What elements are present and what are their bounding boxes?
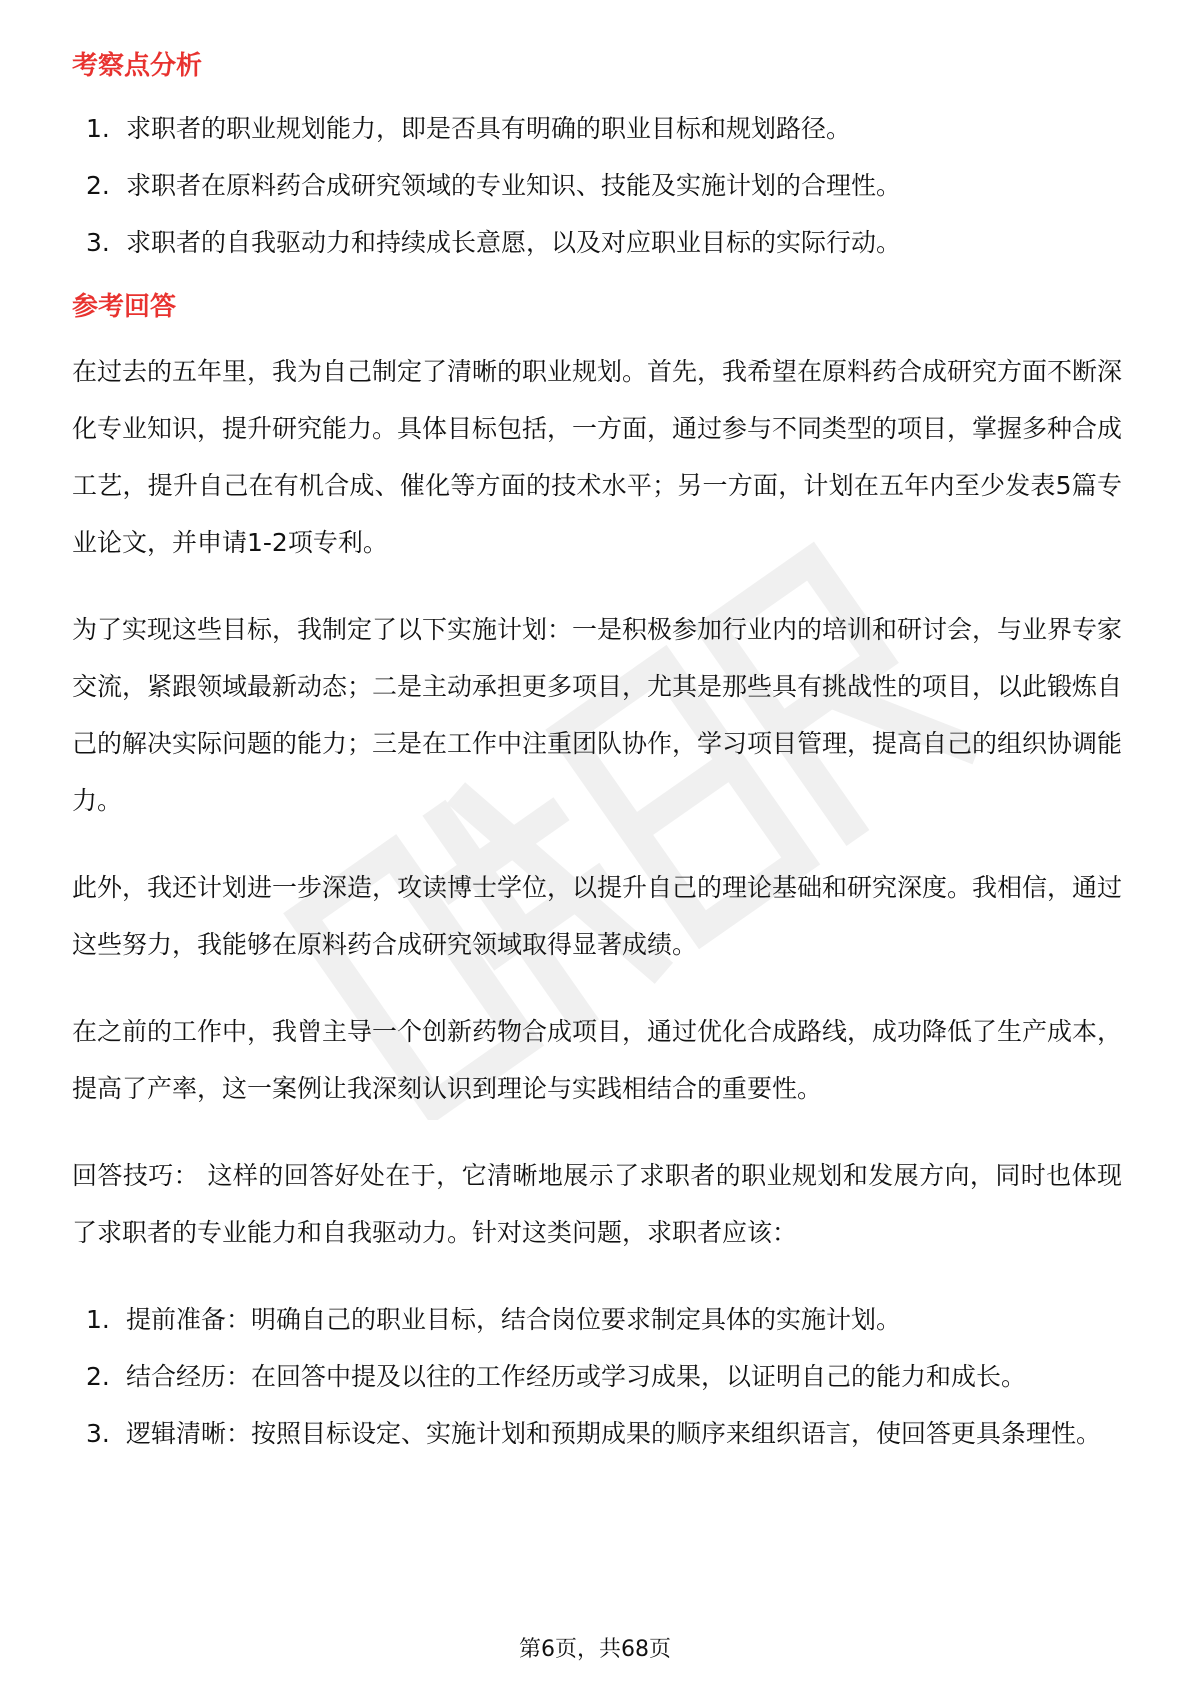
answer-tips-intro: 回答技巧： 这样的回答好处在于，它清晰地展示了求职者的职业规划和发展方向，同时也体现了求职者的专业能力和自我驱动力。针对这类问题，求职者应该： xyxy=(72,1161,1122,1247)
analysis-heading: 考察点分析 xyxy=(72,51,203,81)
list-number: 1. xyxy=(86,1305,110,1334)
content-area xyxy=(72,50,1122,1462)
list-item xyxy=(72,1291,1122,1348)
list-number: 2. xyxy=(86,171,110,200)
list-number: 2. xyxy=(86,1362,110,1391)
list-item-text: 逻辑清晰：按照目标设定、实施计划和预期成果的顺序来组织语言，使回答更具条理性。 xyxy=(126,1419,1102,1448)
list-item-text: 提前准备：明确自己的职业目标，结合岗位要求制定具体的实施计划。 xyxy=(126,1305,902,1334)
list-item xyxy=(72,1348,1122,1405)
analysis-list xyxy=(72,100,1122,271)
list-item xyxy=(72,214,1122,271)
answer-paragraph: 此外，我还计划进一步深造，攻读博士学位，以提升自己的理论基础和研究深度。我相信，通过这些努力，我能够在原料药合成研究领域取得显著成绩。 xyxy=(72,873,1123,959)
list-item-text: 求职者的职业规划能力，即是否具有明确的职业目标和规划路径。 xyxy=(126,114,852,143)
list-item-text: 求职者在原料药合成研究领域的专业知识、技能及实施计划的合理性。 xyxy=(126,171,902,200)
tips-list xyxy=(72,1291,1122,1462)
page-number-footer: 第6页，共68页 xyxy=(519,1637,671,1662)
list-number: 1. xyxy=(86,114,110,143)
answer-paragraph: 在过去的五年里，我为自己制定了清晰的职业规划。首先，我希望在原料药合成研究方面不断深化专业知识，提升研究能力。具体目标包括，一方面，通过参与不同类型的项目，掌握多种合成工艺，提升自己在有机合成、催化等方面的技术水平；另一方面，计划在五年内至少发表5篇专业论文，并申请1-2项专利。 xyxy=(72,357,1123,557)
list-number: 3. xyxy=(86,1419,110,1448)
list-item xyxy=(72,100,1122,157)
list-item-text: 求职者的自我驱动力和持续成长意愿，以及对应职业目标的实际行动。 xyxy=(126,228,902,257)
list-number: 3. xyxy=(86,228,110,257)
answer-heading: 参考回答 xyxy=(72,292,177,322)
answer-paragraph: 在之前的工作中，我曾主导一个创新药物合成项目，通过优化合成路线，成功降低了生产成本，提高了产率，这一案例让我深刻认识到理论与实践相结合的重要性。 xyxy=(72,1017,1123,1103)
answer-paragraph: 为了实现这些目标，我制定了以下实施计划：一是积极参加行业内的培训和研讨会，与业界专家交流，紧跟领域最新动态；二是主动承担更多项目，尤其是那些具有挑战性的项目，以此锻炼自己的解决实际问题的能力；三是在工作中注重团队协作，学习项目管理，提高自己的组织协调能力。 xyxy=(72,615,1123,815)
list-item xyxy=(72,157,1122,214)
list-item xyxy=(72,1405,1122,1462)
list-item-text: 结合经历：在回答中提及以往的工作经历或学习成果，以证明自己的能力和成长。 xyxy=(126,1362,1027,1391)
